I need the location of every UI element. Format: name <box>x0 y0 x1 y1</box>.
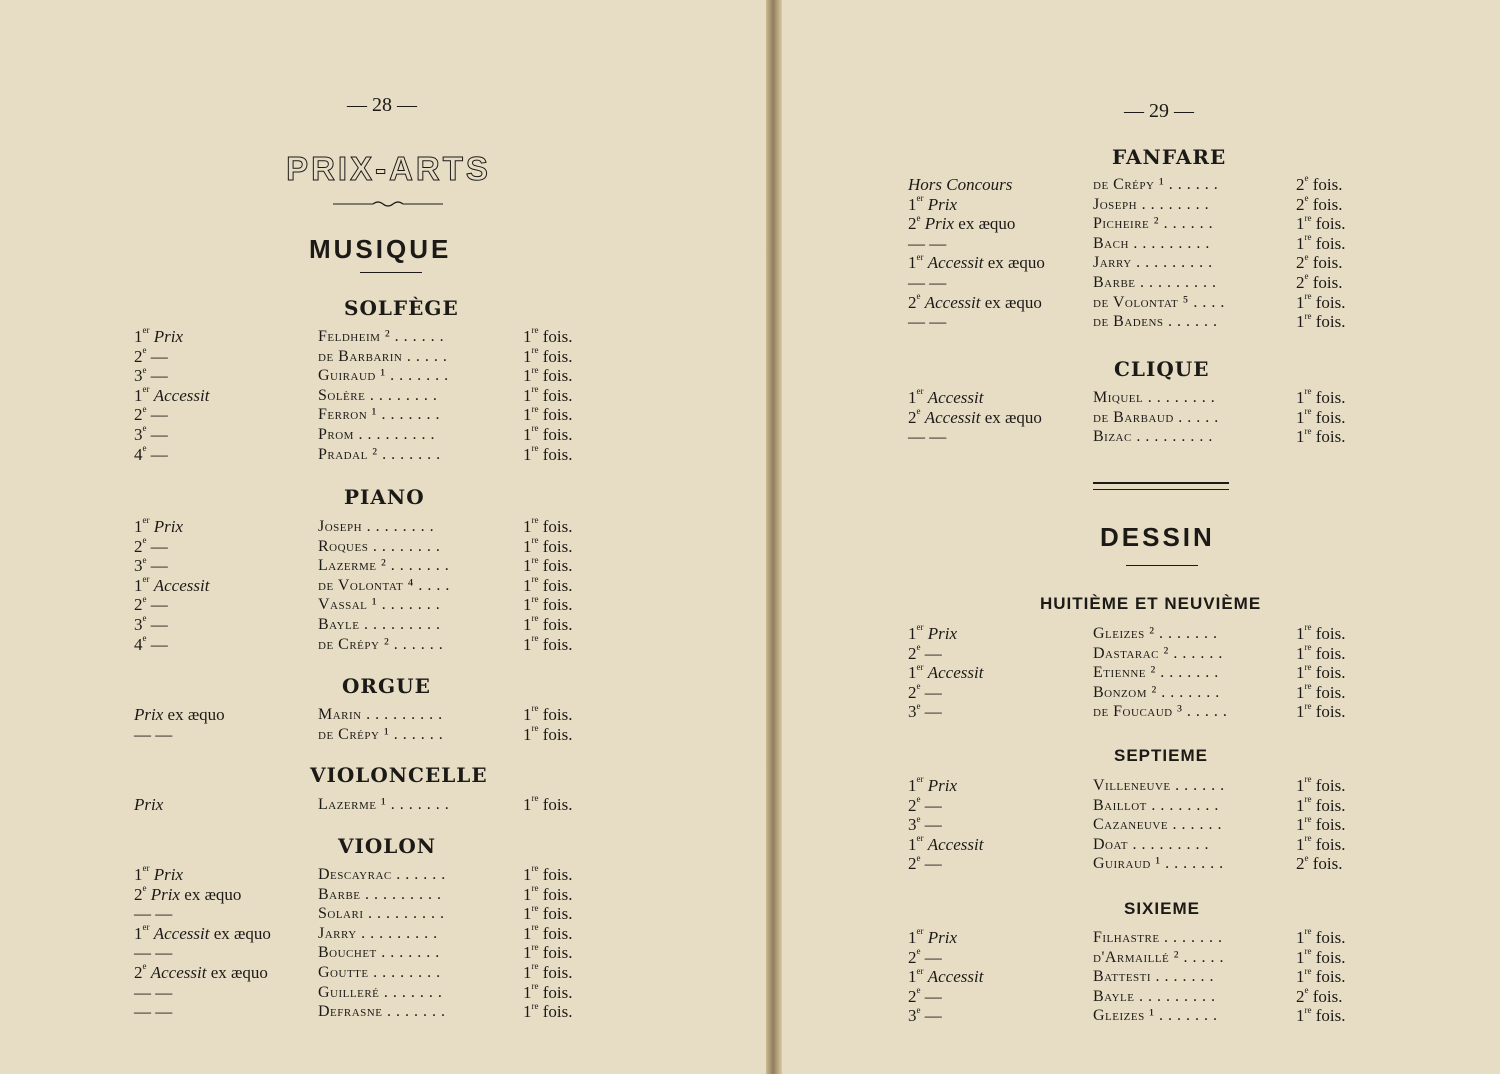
award-count: 1re fois. <box>1296 945 1346 967</box>
award-count: 1re fois. <box>523 632 573 654</box>
rank-label: 3e — <box>908 700 942 722</box>
award-count: 1re fois. <box>1296 310 1346 332</box>
award-count: 1re fois. <box>1296 425 1346 447</box>
student-name: Feldheim ² . . . . . . <box>318 328 445 345</box>
student-name: Guiraud ¹ . . . . . . . <box>318 367 449 385</box>
rank-label: 2e Accessit ex æquo <box>908 290 1042 312</box>
award-count: 1re fois. <box>523 863 573 884</box>
category-heading: SIXIEME <box>1124 899 1200 918</box>
award-count: 2e fois. <box>1296 192 1343 214</box>
award-count: 2e fois. <box>1296 985 1343 1006</box>
rank-label: Prix ex æquo <box>134 705 225 724</box>
rank-label: 1er Accessit ex æquo <box>134 922 271 943</box>
rank-label: 1er Accessit <box>134 384 210 405</box>
result-row <box>0 290 1500 313</box>
student-name: Villeneuve . . . . . . <box>1093 777 1225 794</box>
award-count: 1re fois. <box>523 722 573 744</box>
award-count: 1re fois. <box>523 442 573 464</box>
page-number-right: — 29 — <box>1124 100 1194 122</box>
student-name: Jarry . . . . . . . . . <box>1093 254 1213 272</box>
result-row <box>0 1006 1500 1026</box>
rank-label: 1er Prix <box>134 325 184 346</box>
student-name: Joseph . . . . . . . . <box>1093 195 1210 213</box>
student-name: Bach . . . . . . . . . <box>1093 234 1210 252</box>
student-name: Gleizes ² . . . . . . . <box>1093 625 1218 642</box>
result-row <box>0 175 1500 195</box>
result-row <box>0 534 1500 557</box>
result-row <box>0 945 1500 968</box>
student-name: Filhastre . . . . . . . <box>1093 929 1223 946</box>
result-row <box>0 344 1500 367</box>
rank-label: 1er Accessit <box>908 386 984 407</box>
award-count: 1re fois. <box>1296 622 1346 643</box>
student-name: Barbe . . . . . . . . . <box>318 885 442 903</box>
student-name: Prom . . . . . . . . . <box>318 426 435 443</box>
award-count: 1re fois. <box>1296 386 1346 407</box>
student-name: Descayrac . . . . . . <box>318 866 446 883</box>
result-row <box>0 776 1500 796</box>
page-title: PRIX-ARTS <box>286 150 491 187</box>
rank-label: 2e — <box>134 534 168 556</box>
student-name: Etienne ² . . . . . . . <box>1093 664 1219 682</box>
result-row <box>0 854 1500 874</box>
result-row <box>0 595 1500 615</box>
rank-label: — — <box>908 233 947 253</box>
category-heading: VIOLON <box>338 834 437 858</box>
page-number-left: — 28 — <box>347 94 417 116</box>
section-title-musique: MUSIQUE <box>309 234 452 264</box>
rank-label: 2e — <box>908 985 942 1006</box>
award-count: 1re fois. <box>523 364 573 386</box>
rank-label: 2e — <box>134 344 168 366</box>
student-name: Gleizes ¹ . . . . . . . <box>1093 1007 1218 1025</box>
rank-label: 2e — <box>134 403 168 425</box>
student-name: de Crépy ¹ . . . . . . <box>1093 176 1219 193</box>
student-name: Joseph . . . . . . . . <box>318 518 435 535</box>
rank-label: — — <box>908 427 947 447</box>
rank-label: 1er Prix <box>908 926 958 947</box>
result-row <box>0 882 1500 905</box>
student-name: Doat . . . . . . . . . <box>1093 835 1209 853</box>
rank-label: 2e — <box>908 852 942 874</box>
category-heading: ORGUE <box>342 674 431 698</box>
award-count: 1re fois. <box>523 961 573 982</box>
rank-label: — — <box>134 1002 173 1022</box>
result-row <box>0 273 1500 293</box>
award-count: 2e fois. <box>1296 852 1343 874</box>
rank-label: 3e — <box>908 1004 942 1026</box>
award-count: 1re fois. <box>1296 813 1346 835</box>
result-row <box>0 987 1500 1007</box>
student-name: de Barbaud . . . . . <box>1093 408 1219 426</box>
rank-label: 2e — <box>908 793 942 815</box>
rank-label: 1er Prix <box>908 192 958 214</box>
award-count: 1re fois. <box>523 384 573 405</box>
student-name: de Crépy ¹ . . . . . . <box>318 725 444 743</box>
rank-label: — — <box>134 724 173 744</box>
result-row <box>0 928 1500 948</box>
student-name: Jarry . . . . . . . . . <box>318 924 438 942</box>
rank-label: 2e — <box>908 945 942 967</box>
student-name: Roques . . . . . . . . <box>318 537 441 555</box>
award-count: 1re fois. <box>523 325 573 346</box>
award-count: 1re fois. <box>523 613 573 634</box>
rank-label: 1er Accessit <box>908 965 984 987</box>
award-count: 1re fois. <box>523 593 573 615</box>
rank-label: 3e — <box>134 423 168 444</box>
student-name: Guilleré . . . . . . . <box>318 983 443 1001</box>
award-count: 1re fois. <box>1296 1004 1346 1026</box>
rank-label: 2e Accessit ex æquo <box>908 405 1042 427</box>
award-count: 1re fois. <box>523 574 573 595</box>
result-row <box>0 835 1500 855</box>
result-row <box>0 815 1500 835</box>
award-count: 1re fois. <box>1296 774 1346 795</box>
student-name: Picheire ² . . . . . . <box>1093 215 1214 233</box>
student-name: Pradal ² . . . . . . . <box>318 445 441 463</box>
award-count: 1re fois. <box>1296 681 1346 702</box>
result-row <box>0 663 1500 683</box>
result-row <box>0 793 1500 816</box>
rank-label: 3e — <box>134 554 168 576</box>
student-name: Bayle . . . . . . . . . <box>318 616 441 633</box>
rank-label: 3e — <box>134 613 168 634</box>
rank-label: 1er Prix <box>908 622 958 643</box>
double-rule-divider <box>1093 482 1229 490</box>
award-count: 1re fois. <box>523 423 573 444</box>
result-row <box>0 702 1500 722</box>
rank-label: 1er Accessit ex æquo <box>908 251 1045 273</box>
rank-label: 1er Prix <box>908 774 958 795</box>
rank-label: 3e — <box>134 364 168 386</box>
award-count: 1re fois. <box>523 403 573 425</box>
award-count: 1re fois. <box>523 922 573 943</box>
rank-label: Hors Concours <box>908 175 1013 194</box>
rank-label: 2e — <box>908 681 942 702</box>
category-heading: SEPTIEME <box>1114 746 1208 765</box>
category-heading: HUITIÈME ET NEUVIÈME <box>1040 594 1262 613</box>
student-name: de Volontat ⁴ . . . . <box>318 576 450 594</box>
result-row <box>0 683 1500 703</box>
award-count: 1re fois. <box>523 793 573 814</box>
award-count: 1re fois. <box>523 1000 573 1022</box>
rank-label: 2e — <box>134 593 168 615</box>
student-name: Solère . . . . . . . . <box>318 386 438 404</box>
student-name: Vassal ¹ . . . . . . . <box>318 596 441 614</box>
award-count: 1re fois. <box>523 882 573 904</box>
student-name: Bouchet . . . . . . . <box>318 944 440 962</box>
award-count: 1re fois. <box>1296 700 1346 722</box>
rank-label: — — <box>908 273 947 292</box>
award-count: 2e fois. <box>1296 173 1343 194</box>
student-name: Marin . . . . . . . . . <box>318 706 443 723</box>
student-name: de Foucaud ³ . . . . . <box>1093 703 1228 721</box>
rank-label: 2e Prix ex æquo <box>908 212 1016 234</box>
result-row <box>0 967 1500 987</box>
student-name: Battesti . . . . . . . <box>1093 968 1215 986</box>
rank-label: — — <box>908 312 947 332</box>
student-name: Bayle . . . . . . . . . <box>1093 987 1216 1005</box>
result-row <box>0 192 1500 215</box>
award-count: 1re fois. <box>523 941 573 963</box>
student-name: de Volontat ⁵ . . . . <box>1093 293 1225 311</box>
award-count: 1re fois. <box>1296 641 1346 663</box>
result-row <box>0 904 1500 924</box>
award-count: 1re fois. <box>1296 833 1346 854</box>
student-name: Guiraud ¹ . . . . . . . <box>1093 855 1224 873</box>
rank-label: 1er Accessit <box>908 661 984 683</box>
student-name: Solari . . . . . . . . . <box>318 905 445 923</box>
rank-label: 2e Prix ex æquo <box>134 882 242 904</box>
rank-label: 1er Accessit <box>134 574 210 595</box>
rank-label: — — <box>134 904 173 924</box>
award-count: 1re fois. <box>523 534 573 556</box>
student-name: Dastarac ² . . . . . . <box>1093 644 1223 662</box>
result-row <box>0 366 1500 386</box>
result-row <box>0 722 1500 745</box>
student-name: Bonzom ² . . . . . . . <box>1093 683 1220 701</box>
category-heading: PIANO <box>344 485 425 509</box>
section-title-dessin: DESSIN <box>1100 522 1215 552</box>
student-name: de Badens . . . . . . <box>1093 313 1218 331</box>
award-count: 1re fois. <box>1296 661 1346 683</box>
student-name: Bizac . . . . . . . . . <box>1093 428 1213 446</box>
category-heading: CLIQUE <box>1114 357 1210 381</box>
category-heading: SOLFÈGE <box>344 296 459 320</box>
student-name: Lazerme ¹ . . . . . . . <box>318 796 450 813</box>
rank-label: Prix <box>134 795 164 814</box>
result-row <box>0 517 1500 537</box>
result-row <box>0 556 1500 576</box>
rank-label: 2e — <box>908 641 942 663</box>
award-count: 1re fois. <box>1296 793 1346 815</box>
rank-label: 1er Accessit <box>908 833 984 854</box>
award-count: 2e fois. <box>1296 271 1343 292</box>
student-name: Goutte . . . . . . . . <box>318 964 441 981</box>
rank-label: 1er Prix <box>134 515 184 536</box>
rank-label: 4e — <box>134 632 168 654</box>
result-row <box>0 442 1500 465</box>
student-name: Defrasne . . . . . . . <box>318 1003 446 1021</box>
award-count: 1re fois. <box>1296 926 1346 947</box>
result-row <box>0 576 1500 596</box>
student-name: Lazerme ² . . . . . . . <box>318 557 450 575</box>
rank-label: 2e Accessit ex æquo <box>134 961 268 982</box>
award-count: 1re fois. <box>523 703 573 724</box>
award-count: 1re fois. <box>1296 290 1346 312</box>
student-name: d'Armaillé ² . . . . . <box>1093 948 1225 966</box>
category-heading: FANFARE <box>1112 145 1227 169</box>
rank-label: 4e — <box>134 442 168 464</box>
award-count: 1re fois. <box>523 344 573 366</box>
student-name: de Barbarin . . . . . <box>318 347 448 365</box>
rank-label: — — <box>134 982 173 1002</box>
student-name: de Crépy ² . . . . . . <box>318 635 444 653</box>
award-count: 1re fois. <box>1296 965 1346 987</box>
result-row <box>0 423 1500 447</box>
category-heading: VIOLONCELLE <box>310 763 488 787</box>
award-count: 1re fois. <box>523 902 573 924</box>
result-row <box>0 405 1500 428</box>
award-count: 1re fois. <box>1296 405 1346 427</box>
result-row <box>0 384 1500 408</box>
result-row <box>0 253 1500 273</box>
award-count: 1re fois. <box>523 554 573 576</box>
award-count: 1re fois. <box>1296 232 1346 253</box>
student-name: Miquel . . . . . . . . <box>1093 389 1216 406</box>
rank-label: — — <box>134 943 173 963</box>
award-count: 1re fois. <box>523 515 573 536</box>
student-name: Cazaneuve . . . . . . <box>1093 816 1223 834</box>
result-row <box>0 234 1500 254</box>
award-count: 1re fois. <box>523 980 573 1002</box>
result-row <box>0 312 1500 332</box>
rank-label: 3e — <box>908 813 942 835</box>
result-row <box>0 624 1500 644</box>
award-count: 1re fois. <box>1296 212 1346 234</box>
award-count: 2e fois. <box>1296 251 1343 273</box>
student-name: Baillot . . . . . . . . <box>1093 796 1219 814</box>
student-name: Barbe . . . . . . . . . <box>1093 274 1217 291</box>
rank-label: 1er Prix <box>134 863 184 884</box>
student-name: Ferron ¹ . . . . . . . <box>318 406 440 424</box>
result-row <box>0 214 1500 234</box>
